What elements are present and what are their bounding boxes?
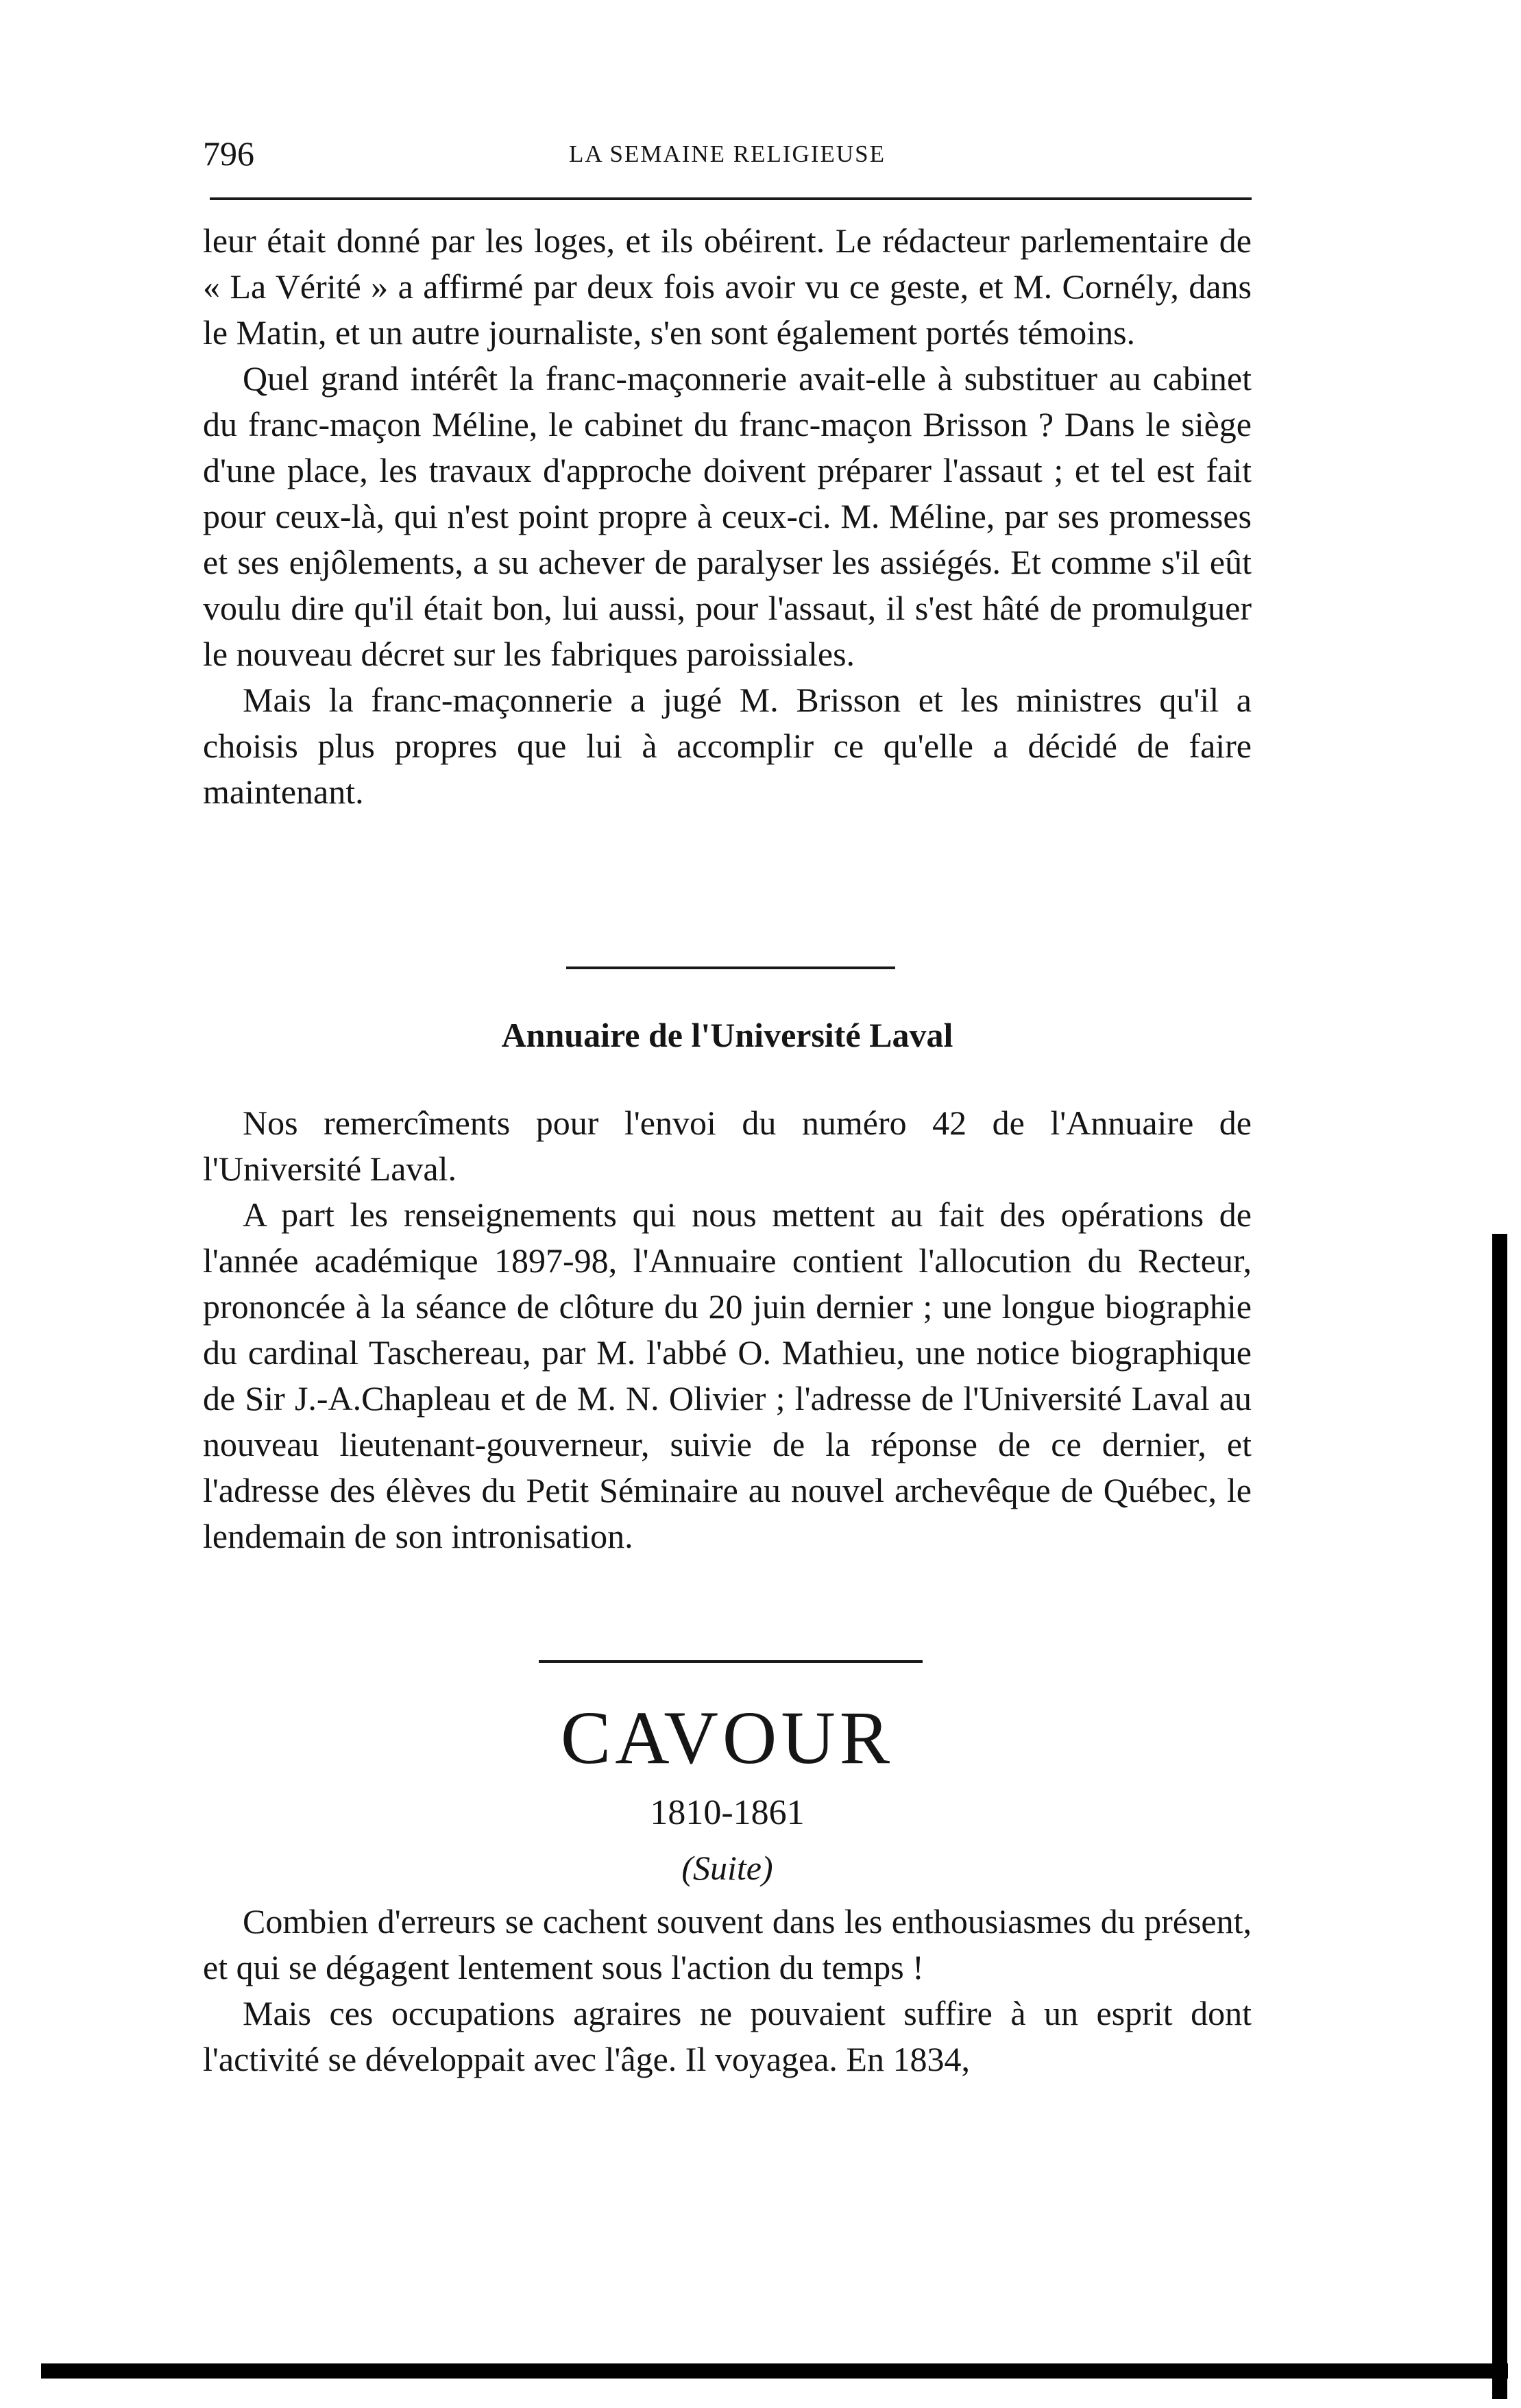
section-divider <box>539 1660 923 1663</box>
annuaire-article <box>203 1100 1252 1559</box>
paragraph: A part les renseignements qui nous mettent au fait des opérations de l'année académique 1897-98, l'Annuaire contient l'allocution du Recteur, prononcée à la séance de clôture du 20 juin dernier ; une longue biographie du cardinal Taschereau, par M. l'abbé O. Mathieu, une notice biographique de Sir J.-A.Chapleau et de M. N. Olivier ; l'adresse de l'Université Laval au nouveau lieutenant-gouverneur, suivie de la réponse de ce dernier, et l'adresse des élèves du Petit Séminaire au nouvel archevêque de Québec, le lendemain de son intronisation. <box>203 1195 1252 1555</box>
paragraph: Mais la franc-maçonnerie a jugé M. Brisson et les ministres qu'il a choisis plus propres que lui à accomplir ce qu'elle a décidé de faire maintenant. <box>203 681 1252 811</box>
header-rule <box>210 197 1252 200</box>
paragraph: Nos remercîments pour l'envoi du numéro 42 de l'Annuaire de l'Université Laval. <box>203 1104 1252 1188</box>
paragraph: Combien d'erreurs se cachent souvent dans les enthousiasmes du présent, et qui se dégagent lentement sous l'action du temps ! <box>203 1902 1252 1986</box>
section-title: Annuaire de l'Université Laval <box>501 1016 953 1054</box>
running-head <box>203 134 1252 175</box>
section-divider <box>566 966 895 969</box>
scan-edge-right <box>1492 1234 1507 2399</box>
article-dates: 1810-1861 <box>650 1793 805 1832</box>
article-title: CAVOUR <box>560 1696 895 1779</box>
running-title: LA SEMAINE RELIGIEUSE <box>569 141 886 167</box>
paragraph: Quel grand intérêt la franc-maçonnerie avait-elle à substituer au cabinet du franc-maçon Méline, le cabinet du franc-maçon Brisson ? Dans le siège d'une place, les travaux d'approche doivent préparer l'assaut ; et tel est fait pour ceux-là, qui n'est point propre à ceux-ci. M. Méline, par ses promesses et ses enjôlements, a su achever de paralyser les assiégés. Et comme s'il eût voulu dire qu'il était bon, lui aussi, pour l'assaut, il s'est hâté de promulguer le nouveau décret sur les fabriques paroissiales. <box>203 359 1252 673</box>
article-continuation <box>203 218 1252 815</box>
paragraph: Mais ces occupations agraires ne pouvaient suffire à un esprit dont l'activité se développait avec l'âge. Il voyagea. En 1834, <box>203 1994 1252 2078</box>
article-subtitle: (Suite) <box>681 1849 773 1887</box>
page-number: 796 <box>203 134 254 173</box>
cavour-article <box>203 1899 1252 2082</box>
scan-edge-bottom <box>41 2363 1508 2379</box>
paragraph: leur était donné par les loges, et ils obéirent. Le rédacteur parlementaire de « La Vérité » a affirmé par deux fois avoir vu ce geste, et M. Cornély, dans le Matin, et un autre journaliste, s'en sont également portés témoins. <box>203 221 1252 352</box>
